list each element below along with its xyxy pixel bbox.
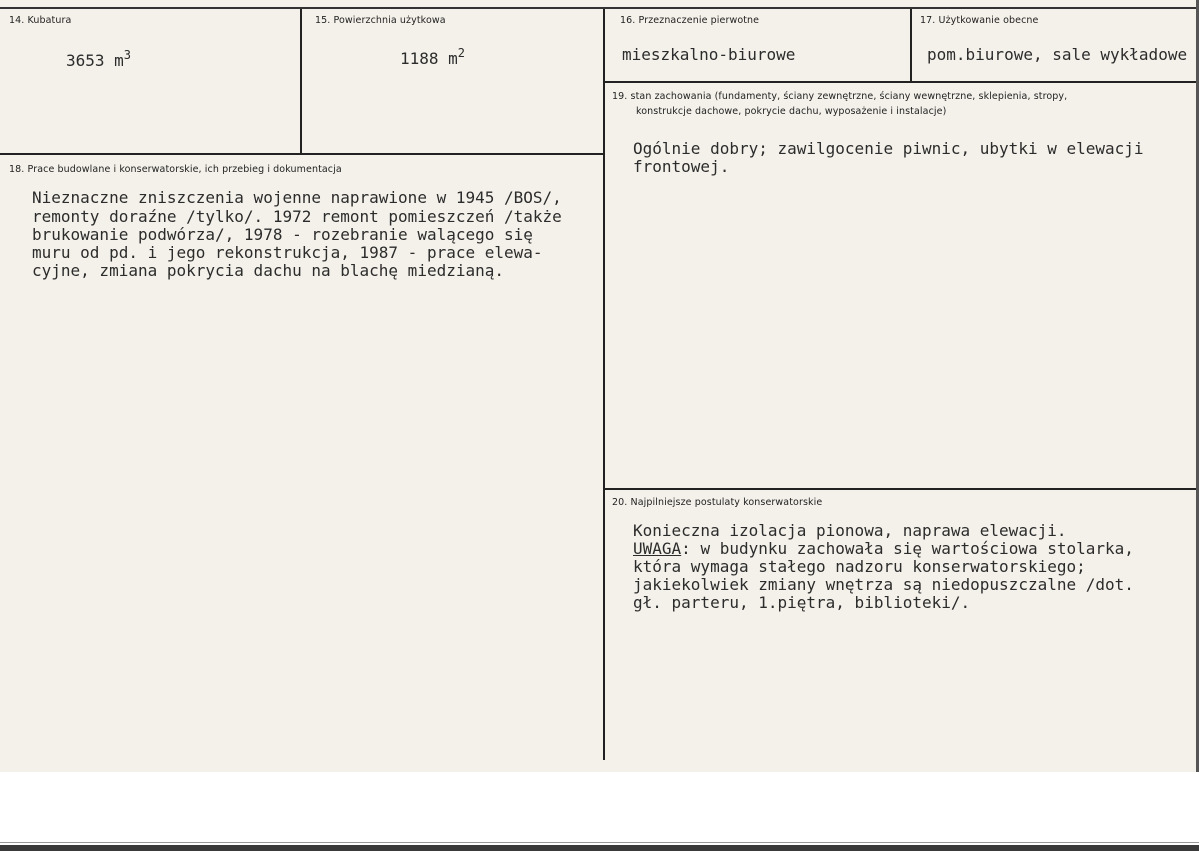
divider-h-right-2 (603, 488, 1199, 490)
divider-v-3 (910, 9, 912, 81)
postulaty-line-4: jakiekolwiek zmiany wnętrza są niedopuszczalne /dot. (633, 575, 1134, 594)
prace-line-4: muru od pd. i jego rekonstrukcja, 1987 - prace elewa- (32, 243, 543, 262)
kubatura-value (66, 46, 131, 70)
divider-v-center (603, 9, 605, 760)
powierzchnia-label: 15. Powierzchnia użytkowa (315, 15, 446, 26)
top-border (0, 7, 1199, 9)
postulaty-line-5: gł. parteru, 1.piętra, biblioteki/. (633, 593, 971, 612)
stan-label-line1: 19. stan zachowania (fundamenty, ściany zewnętrzne, ściany wewnętrzne, sklepienia, stropy, (612, 91, 1068, 102)
uwaga-word: UWAGA (633, 539, 682, 558)
postulaty-line-3: która wymaga stałego nadzoru konserwatorskiego; (633, 557, 1086, 576)
uzytkowanie-value: pom.biurowe, sale wykładowe (927, 45, 1188, 64)
postulaty-line-2 (633, 539, 1134, 558)
powierzchnia-value (400, 44, 465, 68)
scan-edge-line (0, 842, 1199, 843)
przeznaczenie-value: mieszkalno-biurowe (622, 45, 796, 64)
stan-line-1: Ogólnie dobry; zawilgocenie piwnic, ubytki w elewacji (633, 139, 1144, 158)
prace-line-3: brukowanie podwórza/, 1978 - rozebranie walącego się (32, 225, 533, 244)
prace-line-1: Nieznaczne zniszczenia wojenne naprawione w 1945 /BOS/, (32, 188, 562, 207)
divider-h-left-1 (0, 153, 605, 155)
postulaty-line-2-rest: : w budynku zachowała się wartościowa stolarka, (681, 539, 1134, 558)
postulaty-label: 20. Najpilniejsze postulaty konserwatorskie (612, 497, 823, 508)
divider-h-right-1 (603, 81, 1199, 83)
powierzchnia-exponent: 2 (457, 46, 466, 60)
kubatura-number: 3653 m (66, 51, 124, 70)
prace-line-5: cyjne, zmiana pokrycia dachu na blachę miedzianą. (32, 261, 505, 280)
uzytkowanie-label: 17. Użytkowanie obecne (920, 15, 1039, 26)
stan-label-line2: konstrukcje dachowe, pokrycie dachu, wyposażenie i instalacje) (636, 106, 947, 117)
prace-line-2: remonty doraźne /tylko/. 1972 remont pomieszczeń /także (32, 207, 562, 226)
powierzchnia-number: 1188 m (400, 49, 458, 68)
postulaty-line-1: Konieczna izolacja pionowa, naprawa elewacji. (633, 521, 1067, 540)
stan-line-2: frontowej. (633, 157, 730, 176)
kubatura-exponent: 3 (123, 48, 132, 62)
scan-bottom-band (0, 845, 1199, 851)
prace-label: 18. Prace budowlane i konserwatorskie, ich przebieg i dokumentacja (9, 164, 342, 175)
divider-v-1 (300, 9, 302, 154)
przeznaczenie-label: 16. Przeznaczenie pierwotne (620, 15, 760, 26)
kubatura-label: 14. Kubatura (9, 15, 72, 26)
